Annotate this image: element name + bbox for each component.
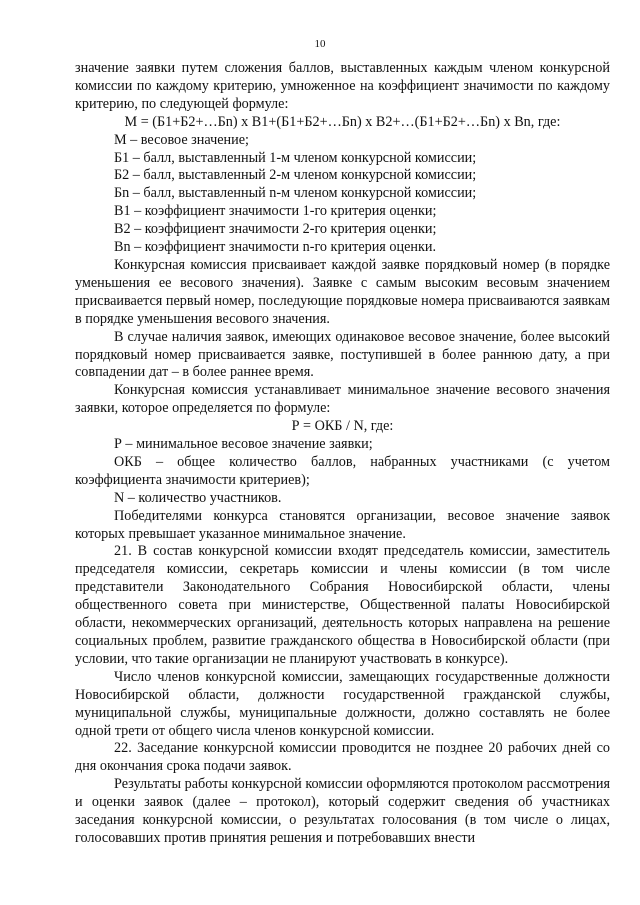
paragraph: Победителями конкурса становятся организации, весовое значение заявок которых превышает указанное минимальное значение. <box>75 507 610 542</box>
definition-item: N – количество участников. <box>114 489 282 506</box>
paragraph: значение заявки путем сложения баллов, выставленных каждым членом конкурсной комиссии по каждому критерию, умноженное на коэффициент значимости по каждому критерию, по следующей формуле: <box>75 60 610 112</box>
definition-item: Р – минимальное весовое значение заявки; <box>114 436 373 453</box>
document-body <box>75 60 610 848</box>
definition-item: М – весовое значение; <box>114 131 249 148</box>
paragraph-clause-21: 21. В состав конкурсной комиссии входят председатель комиссии, заместитель председателя комиссии, секретарь комиссии и члены комиссии (в том числе представители Законодательного Собрания Новосибирской области, члены общественного совета при министерстве, Общественной палаты Новосибирской области, некоммерческих организаций, деятельность которых направлена на решение социальных проблем, развитие гражданского общества в Новосибирской области (при условии, что такие организации не планируют участвовать в конкурсе). <box>75 543 610 667</box>
page-number: 10 <box>314 38 326 50</box>
paragraph: Результаты работы конкурсной комиссии оформляются протоколом рассмотрения и оценки заявок (далее – протокол), который содержит сведения об участниках заседания конкурсной комиссии, о результатах голосования (в том числе о лицах, голосовавших против принятия решения и потребовавших внести <box>75 776 610 846</box>
definition-item: Б1 – балл, выставленный 1-м членом конкурсной комиссии; <box>114 149 477 166</box>
definition-item: ОКБ – общее количество баллов, набранных участниками (с учетом коэффициента значимости критериев); <box>75 453 610 488</box>
paragraph: Число членов конкурсной комиссии, замещающих государственные должности Новосибирской области, должности государственной гражданской службы, муниципальной службы, муниципальные должности, должно составлять не более одной трети от общего числа членов конкурсной комиссии. <box>75 668 610 739</box>
definition-item: Б2 – балл, выставленный 2-м членом конкурсной комиссии; <box>114 167 477 184</box>
paragraph: В случае наличия заявок, имеющих одинаковое весовое значение, более высокий порядковый номер присваивается заявке, поступившей в более раннюю дату, а при совпадении дат – в более раннее время. <box>75 328 610 381</box>
paragraph: Конкурсная комиссия присваивает каждой заявке порядковый номер (в порядке уменьшения ее весового значения). Заявке с самым высоким весовым значением присваивается первый номер, последующие порядковые номера присваиваются заявкам в порядке уменьшения весового значения. <box>75 256 610 327</box>
paragraph: Конкурсная комиссия устанавливает минимальное значение весового значения заявки, которое определяется по формуле: <box>75 382 610 417</box>
paragraph-clause-22: 22. Заседание конкурсной комиссии проводится не позднее 20 рабочих дней со дня окончания срока подачи заявок. <box>75 740 610 775</box>
formula-weight: М = (Б1+Б2+…Бn) x В1+(Б1+Б2+…Бn) x В2+…(Б1+Б2+…Бn) x Вn, где: <box>124 113 561 130</box>
definition-item: Вn – коэффициент значимости n-го критерия оценки. <box>114 239 436 256</box>
definition-item: В2 – коэффициент значимости 2-го критерия оценки; <box>114 221 437 238</box>
definition-item: Бn – балл, выставленный n-м членом конкурсной комиссии; <box>114 185 477 202</box>
formula-minimum: Р = ОКБ / N, где: <box>291 418 394 435</box>
definition-item: В1 – коэффициент значимости 1-го критерия оценки; <box>114 203 437 220</box>
